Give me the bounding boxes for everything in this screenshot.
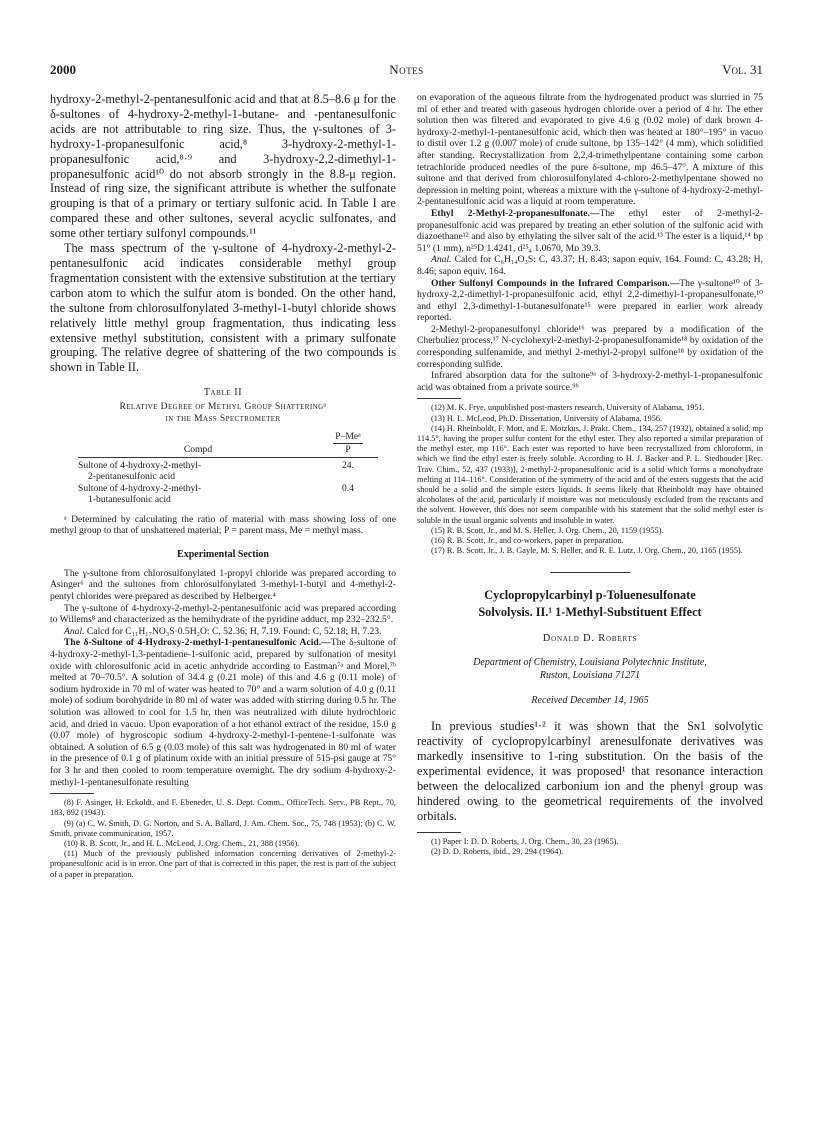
table-note: ᵃ Determined by calculating the ratio of material with mass showing loss of one methyl group to that of unshattered material; P = parent mass, Me = methyl mass. — [50, 513, 396, 537]
article-body: In previous studies¹·² it was shown that the Sɴ1 solvolytic reactivity of cyclopropylcarbinyl arenesulfonate derivatives was markedly insensitive to 1-ring substitution. On the basis of the experimental evidence, it was proposed¹ that resonance interaction between the delocalized carbonium ion and the phenyl group was hindered owing to the geometrical requirements of the involved orbitals. — [417, 719, 763, 823]
table-row — [78, 483, 378, 494]
experimental-paragraph — [50, 626, 396, 638]
table-cell: 1-butanesulfonic acid — [88, 494, 171, 506]
footnote: (17) R. B. Scott, Jr., J. B. Gayle, M. S. Heller, and R. E. Lutz, J. Org. Chem., 20, 1165 (1955). — [431, 546, 743, 556]
footnotes — [50, 798, 396, 880]
inline-text: The ethyl ester of 2-methyl-2-propanesulfonic acid was prepared by treating an ether solution of the sulfonic acid with diazoethane¹² and also by ethylating the silver salt of the acid.¹³ The ester is a liquid,¹⁴ bp 51° (1 mm), n²⁵D 1.4241, d²⁵₄ 1.0670, Mᴅ 39.3. — [417, 207, 763, 254]
left-column — [50, 92, 396, 880]
inline-lead: Other Sulfonyl Compounds in the Infrared Comparison.— — [431, 277, 680, 289]
experimental-paragraph: Infrared absorption data for the sultone⁹ᵃ of 3-hydroxy-2-methyl-1-propanesulfonic acid was obtained from a private source.⁹ᵇ — [417, 370, 763, 393]
footnote: (2) D. D. Roberts, ibid., 29, 294 (1964). — [431, 847, 564, 857]
table-caption-line: in the Mass Spectrometer — [165, 413, 281, 425]
table-caption — [50, 401, 396, 425]
inline-lead: Anal. — [64, 625, 85, 637]
table-row — [78, 471, 378, 482]
table-cell: 2-pentanesulfonic acid — [88, 471, 176, 483]
inline-text: Calcd for C₁₁H₁₇NO₃S·0.5H₂O: C, 52.36; H, 7.19. Found: C, 52.18; H, 7.23. — [84, 625, 382, 637]
footnotes — [417, 403, 763, 556]
column-head-compd: Compd — [183, 443, 213, 455]
section-title: Experimental Section — [177, 548, 269, 560]
affiliation — [417, 656, 763, 682]
inline-lead: The δ-Sultone of 4-Hydroxy-2-methyl-1-pentanesulfonic Acid.— — [64, 637, 331, 649]
received-date: Received December 14, 1965 — [531, 695, 649, 707]
footnote: (16) R. B. Scott, Jr., and co-workers, paper in preparation. — [431, 536, 624, 546]
footnote: (8) F. Asinger, H. Eckoldt, and F. Ebeneder, U. S. Dept. Comm., OfficeTech. Serv., PB Rept., 70, 183, 892 (1943). — [50, 798, 396, 818]
affiliation-line: Department of Chemistry, Louisiana Polytechnic Institute, — [473, 657, 707, 669]
inline-lead: Ethyl 2-Methyl-2-propanesulfonate.— — [431, 207, 600, 219]
footnote-rule — [417, 398, 461, 399]
inline-lead: Anal. — [431, 254, 452, 266]
table-cell: Sultone of 4-hydroxy-2-methyl- — [78, 482, 202, 494]
experimental-paragraph — [417, 208, 763, 254]
experimental-paragraph: on evaporation of the aqueous filtrate from the hydrogenated product was slurried in 75 ml of ether and treated with gaseous hydrogen chloride over a period of 4 hr. The ether solution then was filtered and evaporated to give 4.6 g (0.02 mole) of dark brown 4-hydroxy-2-methyl-1-pentanesulfonic acid, which then was heated at 180°–195° in vacuo to distil over 1.2 g (0.007 mole) of crude sultone, bp 135–142° (4 mm), which solidified after standing. Recrystallization from 2,2,4-trimethylpentane containing some carbon tetrachloride produced needles of the pure δ-sultone, mp 46.5–47°. A mixture of this sultone and that derived from chlorosulfonylated 4-chloro-2-methylpentane showed no depression in melting point, whereas a mixture with the γ-sultone of 4-hydroxy-2-methyl-2-pentanesulfonic acid was a liquid at room temperature. — [417, 92, 763, 208]
inline-text: The γ-sultone¹⁰ of 3-hydroxy-2,2-dimethyl-1-propanesulfonic acid, ethyl 2,2-dimethyl-1-propanesulfonate,¹⁰ and ethyl 2,3-dimethyl-1-butanesulfonate¹⁵ were prepared in earlier work already reported. — [417, 277, 763, 324]
footnote: (12) M. K. Frye, unpublished post-masters research, University of Alabama, 1951. — [431, 403, 705, 413]
footnote: (14) H. Rheinboldt, F. Mott, and E. Motzkus, J. Prakt. Chem., 134, 257 (1932), obtained a solid, mp 114.5°, having the proper sulfur content for the ethyl ester. They also reported a similar preparation of the methyl ester, mp 116°. Each ester was reported to have been recrystallized from chloroform, in which we find the ethyl ester is freely soluble. According to H. J. Backer and P. L. Stedhouder [Rec. Trav. Chim., 52, 437 (1933)], 2-methyl-2-propanesulfonic acid is a solid which forms a monohydrate melting at 114–116°. Consideration of the symmetry of the acid and of the esters suggests that the acid should be a solid and the simple esters liquids. It seems likely that Rheinboldt may have obtained alcoholates of the acid, particularly if moisture was not meticulously excluded from the reactants and the solvent. However, this does not seem compatible with his statement that the solid methyl ester is soluble in the usual organic solvents and insoluble in water. — [417, 423, 763, 525]
author-byline: Donald D. Roberts — [542, 633, 638, 645]
inline-text: The δ-sultone of 4-hydroxy-2-methyl-1,3-pentadiene-1-sulfonic acid, prepared by sulfonation of mesityl oxide with chlorosulfonic acid in acetic anhydride according to Eastman⁷ᵃ and Morel,⁷ᵇ melted at 70–70.5°. A solution of 34.4 g (0.21 mole) of this and 4.6 g (0.11 mole) of sodium hydroxide in 70 ml of water was heated to 70° and a warm solution of 4.0 g (0.11 mole) of sodium borohydride in 80 ml of water was added with stirring during 0.5 hr. The solution was allowed to cool for 1.5 hr, then was neutralized with dilute hydrochloric acid, and dried in vacuo. Upon evaporation of a hot ethanol extract of the residue, 15.0 g (0.07 mole) of hygroscopic sodium 4-hydroxy-2-methyl-1-pentene-1-sulfonate was obtained. A solution of 6.5 g (0.03 mole) of this salt was hydrogenated in 80 ml of water in the presence of 0.1 g of platinum oxide with an initial pressure of 515-psi gauge at 75° for 3 hr and then cooled to room temperature overnight. The dry sodium 4-hydroxy-2-methyl-1-pentanesulfonate resulting — [50, 637, 396, 788]
right-column — [417, 92, 763, 857]
column-head-numerator: P–Meᵃ — [335, 431, 361, 443]
table-caption-line: Relative Degree of Methyl Group Shatteringᵃ — [119, 401, 327, 413]
experimental-paragraph: 2-Methyl-2-propanesulfonyl chloride¹⁶ was prepared by a modification of the Cherbuliez process,¹⁷ N-cyclohexyl-2-methyl-2-propanesulfonamide¹⁸ by oxidation of the corresponding sulfenamide, and methyl 2-methyl-2-propyl sulfone¹⁸ by oxidation of the corresponding sulfide. — [417, 323, 763, 370]
table-row — [78, 460, 378, 471]
table-rule — [78, 457, 378, 458]
experimental-paragraph — [417, 278, 763, 324]
footnote: (10) R. B. Scott, Jr., and H. L. McLeod, J. Org. Chem., 21, 388 (1956). — [64, 838, 300, 848]
footnote: (1) Paper I: D. D. Roberts, J. Org. Chem., 30, 23 (1965). — [431, 836, 619, 846]
affiliation-line: Ruston, Louisiana 71271 — [539, 670, 641, 682]
footnote-rule — [417, 832, 461, 833]
table-cell-value: 24. — [342, 460, 354, 472]
table-cell: Sultone of 4-hydroxy-2-methyl- — [78, 460, 202, 472]
article-footnotes — [417, 837, 763, 857]
experimental-paragraph: The γ-sultone from chlorosulfonylated 1-propyl chloride was prepared according to Asinger⁶ and the sultones from chlorosulfonylated 3-methyl-1-butyl and 4-methyl-2-pentyl chlorides were prepared as described by Helberger.⁴ — [50, 567, 396, 603]
article-title — [417, 587, 763, 621]
running-head: Notes — [389, 62, 424, 77]
footnote: (13) H. L. McLeod, Ph.D. Dissertation, University of Alabama, 1956. — [431, 413, 663, 423]
article-title-line: Solvolysis. II.¹ 1-Methyl-Substituent Effect — [478, 605, 702, 620]
page-number: 2000 — [50, 62, 76, 77]
table-cell-value: 0.4 — [342, 482, 354, 494]
volume-label: Vol. 31 — [722, 62, 763, 77]
table-title: Table II — [203, 387, 243, 399]
experimental-paragraph — [50, 637, 396, 788]
footnote: (11) Much of the previously published information concerning derivatives of 2-methyl-2-propanesulfonic acid is in error. One part of that is corrected in this paper, the rest is part of the subject of a paper in preparation. — [50, 849, 396, 879]
experimental-paragraph: The γ-sultone of 4-hydroxy-2-methyl-2-pentanesulfonic acid was prepared according to Willems⁸ and characterized as the hemihydrate of the pyridine adduct, mp 232–232.5°. — [50, 602, 396, 626]
table-ii — [78, 431, 378, 455]
column-head-denominator: P — [345, 443, 351, 455]
page-header — [50, 62, 763, 78]
inline-text: Calcd for C₆H₁₄O₃S: C, 43.37; H, 8.43; sapon equiv, 164. Found: C, 43.28; H, 8.46; sapon equiv, 164. — [417, 254, 763, 277]
table-ii-body — [78, 460, 378, 506]
article-title-line: Cyclopropylcarbinyl p-Toluenesulfonate — [484, 588, 696, 603]
table-row — [78, 494, 378, 505]
footnote: (9) (a) C. W. Smith, D. G. Norton, and S. A. Ballard, J. Am. Chem. Soc., 75, 748 (1953); (b) C. W. Smith, private communication, 1957. — [50, 818, 396, 838]
body-paragraph: hydroxy-2-methyl-2-pentanesulfonic acid and that at 8.5–8.6 μ for the δ-sultones of 4-hydroxy-2-methyl-1-butane- and -pentanesulfonic acids are not attributable to ring size. Thus, the γ-sultones of 3-hydroxy-1-propanesulfonic acid,⁸ 3-hydroxy-2-methyl-1-propanesulfonic acid,⁸·⁹ and 3-hydroxy-2,2-dimethyl-1-propanesulfonic acid¹⁰ do not absorb strongly in the 8.8-μ region. Instead of ring size, the significant attribute is whether the sulfonate grouping is that of a primary or tertiary sulfonic acid. In Table I are compared these and other sultones, several acyclic sulfonates, and some other tertiary sulfonyl compounds.¹¹ — [50, 92, 396, 241]
footnote: (15) R. B. Scott, Jr., and M. S. Heller, J. Org. Chem., 20, 1159 (1955). — [431, 525, 664, 535]
article-divider — [550, 572, 630, 573]
footnote-rule — [50, 793, 94, 794]
body-paragraph: The mass spectrum of the γ-sultone of 4-hydroxy-2-methyl-2-pentanesulfonic acid indicates considerable methyl group fragmentation consistent with the extensive substitution at the tertiary carbon atom to which the sulfur atom is bonded. On the other hand, the sultone from chlorosulfonylated 3-methyl-1-butyl chloride shows relatively little methyl group fragmentation, thus indicating less extensive methyl substitution, consistent with a primary sulfonate grouping. The relative degree of shattering of the two compounds is shown in Table II. — [50, 241, 396, 375]
experimental-paragraph — [417, 254, 763, 277]
